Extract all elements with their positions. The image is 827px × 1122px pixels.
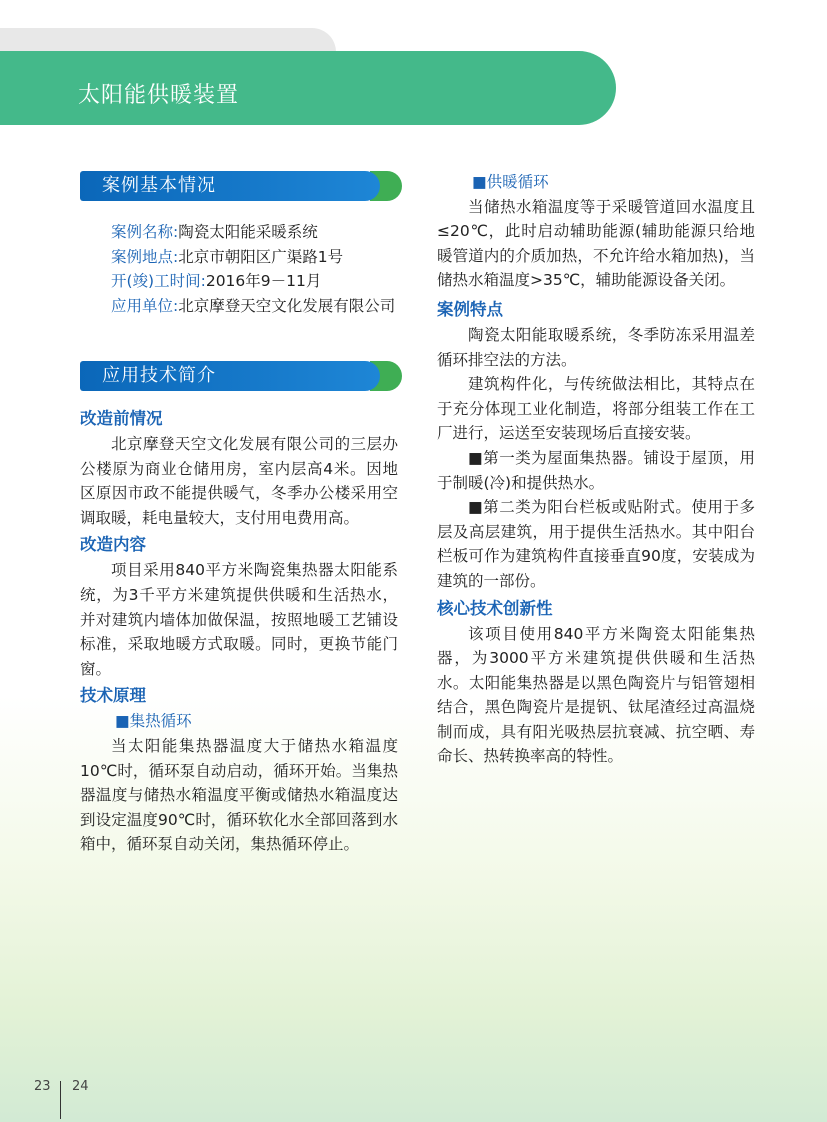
text-features-4 [437, 495, 755, 593]
bullet-square-icon: ■ [472, 173, 487, 191]
time-value: 2016年9－11月 [205, 272, 322, 291]
unit-label: 应用单位: [111, 296, 179, 315]
section-title-basic-info: 案例基本情况 [102, 175, 216, 196]
name-value: 陶瓷太阳能采暖系统 [178, 223, 318, 241]
page-title: 太阳能供暖装置 [78, 83, 240, 108]
subheading-heat-cycle [437, 170, 755, 195]
collect-cycle-title: 集热循环 [129, 712, 192, 731]
section-bar-basic-info [80, 171, 404, 201]
heading-principle: 技术原理 [80, 686, 146, 706]
subheading-collect-cycle [80, 709, 398, 734]
bullet-square-icon: ■ [115, 712, 130, 731]
location-label: 案例地点: [111, 247, 179, 266]
bullet-square-icon: ■ [468, 448, 484, 467]
heading-before: 改造前情况 [80, 409, 163, 428]
basic-info-time [80, 269, 398, 294]
heat-cycle-title: 供暖循环 [486, 173, 549, 191]
unit-value: 北京摩登天空文化发展有限公司 [178, 296, 396, 315]
basic-info-name [80, 220, 398, 245]
left-column [80, 406, 398, 857]
basic-info-unit [80, 294, 398, 319]
features-3-content: 第一类为屋面集热器。铺设于屋顶，用于制暖(冷)和提供热水。 [437, 448, 755, 492]
page-number-right: 24 [72, 1079, 89, 1094]
basic-info-block [80, 220, 398, 318]
text-features-3 [437, 446, 755, 495]
features-4-content: 第二类为阳台栏板或贴附式。使用于多层及高层建筑，用于提供生活热水。其中阳台栏板可作为建筑构件直接垂直90度，安装成为建筑的一部份。 [437, 498, 755, 590]
heading-features: 案例特点 [437, 299, 503, 319]
text-before: 北京摩登天空文化发展有限公司的三层办公楼原为商业仓储用房，室内层高4米。因地区原因市政不能提供暖气，冬季办公楼采用空调取暖，耗电量较大，支付用电费用高。 [80, 435, 398, 527]
text-content: 项目采用840平方米陶瓷集热器太阳能系统，为3千平方米建筑提供供暖和生活热水，并对建筑内墙体加做保温，按照地暖工艺铺设标准，采取地暖方式取暖。同时，更换节能门窗。 [80, 561, 398, 678]
bullet-square-icon: ■ [468, 498, 484, 517]
section-title-tech-intro: 应用技术简介 [102, 365, 216, 386]
heading-content: 改造内容 [80, 535, 146, 555]
heading-core: 核心技术创新性 [437, 598, 553, 618]
name-label: 案例名称: [111, 223, 179, 241]
text-features-1: 陶瓷太阳能取暖系统，冬季防冻采用温差循环排空法的方法。 [437, 325, 755, 369]
basic-info-location [80, 245, 398, 270]
text-core: 该项目使用840平方米陶瓷太阳能集热器，为3000平方米建筑提供供暖和生活热水。太阳能集热器是以黑色陶瓷片与铝管翅相结合，黑色陶瓷片是提钒、钛尾渣经过高温烧制而成，具有阳光吸热层抗衰减、抗空晒、寿命长、热转换率高的特性。 [437, 624, 755, 766]
text-features-2: 建筑构件化，与传统做法相比，其特点在于充分体现工业化制造，将部分组装工作在工厂进行，运送至安装现场后直接安装。 [437, 375, 755, 443]
page-number-divider [60, 1081, 61, 1119]
text-heat-cycle: 当储热水箱温度等于采暖管道回水温度且≤20℃，此时启动辅助能源(辅助能源只给地暖管道内的介质加热，不允许给水箱加热)，当储热水箱温度>35℃，辅助能源设备关闭。 [437, 197, 755, 290]
time-label: 开(竣)工时间: [111, 272, 206, 291]
location-value: 北京市朝阳区广渠路1号 [178, 247, 344, 266]
right-column [437, 170, 755, 769]
section-bar-tech-intro [80, 361, 404, 391]
text-collect-cycle: 当太阳能集热器温度大于储热水箱温度10℃时，循环泵自动启动，循环开始。当集热器温度与储热水箱温度平衡或储热水箱温度达到设定温度90℃时，循环软化水全部回落到水箱中，循环泵自动关闭，集热循环停止。 [80, 736, 398, 854]
page-number-left: 23 [34, 1079, 51, 1094]
